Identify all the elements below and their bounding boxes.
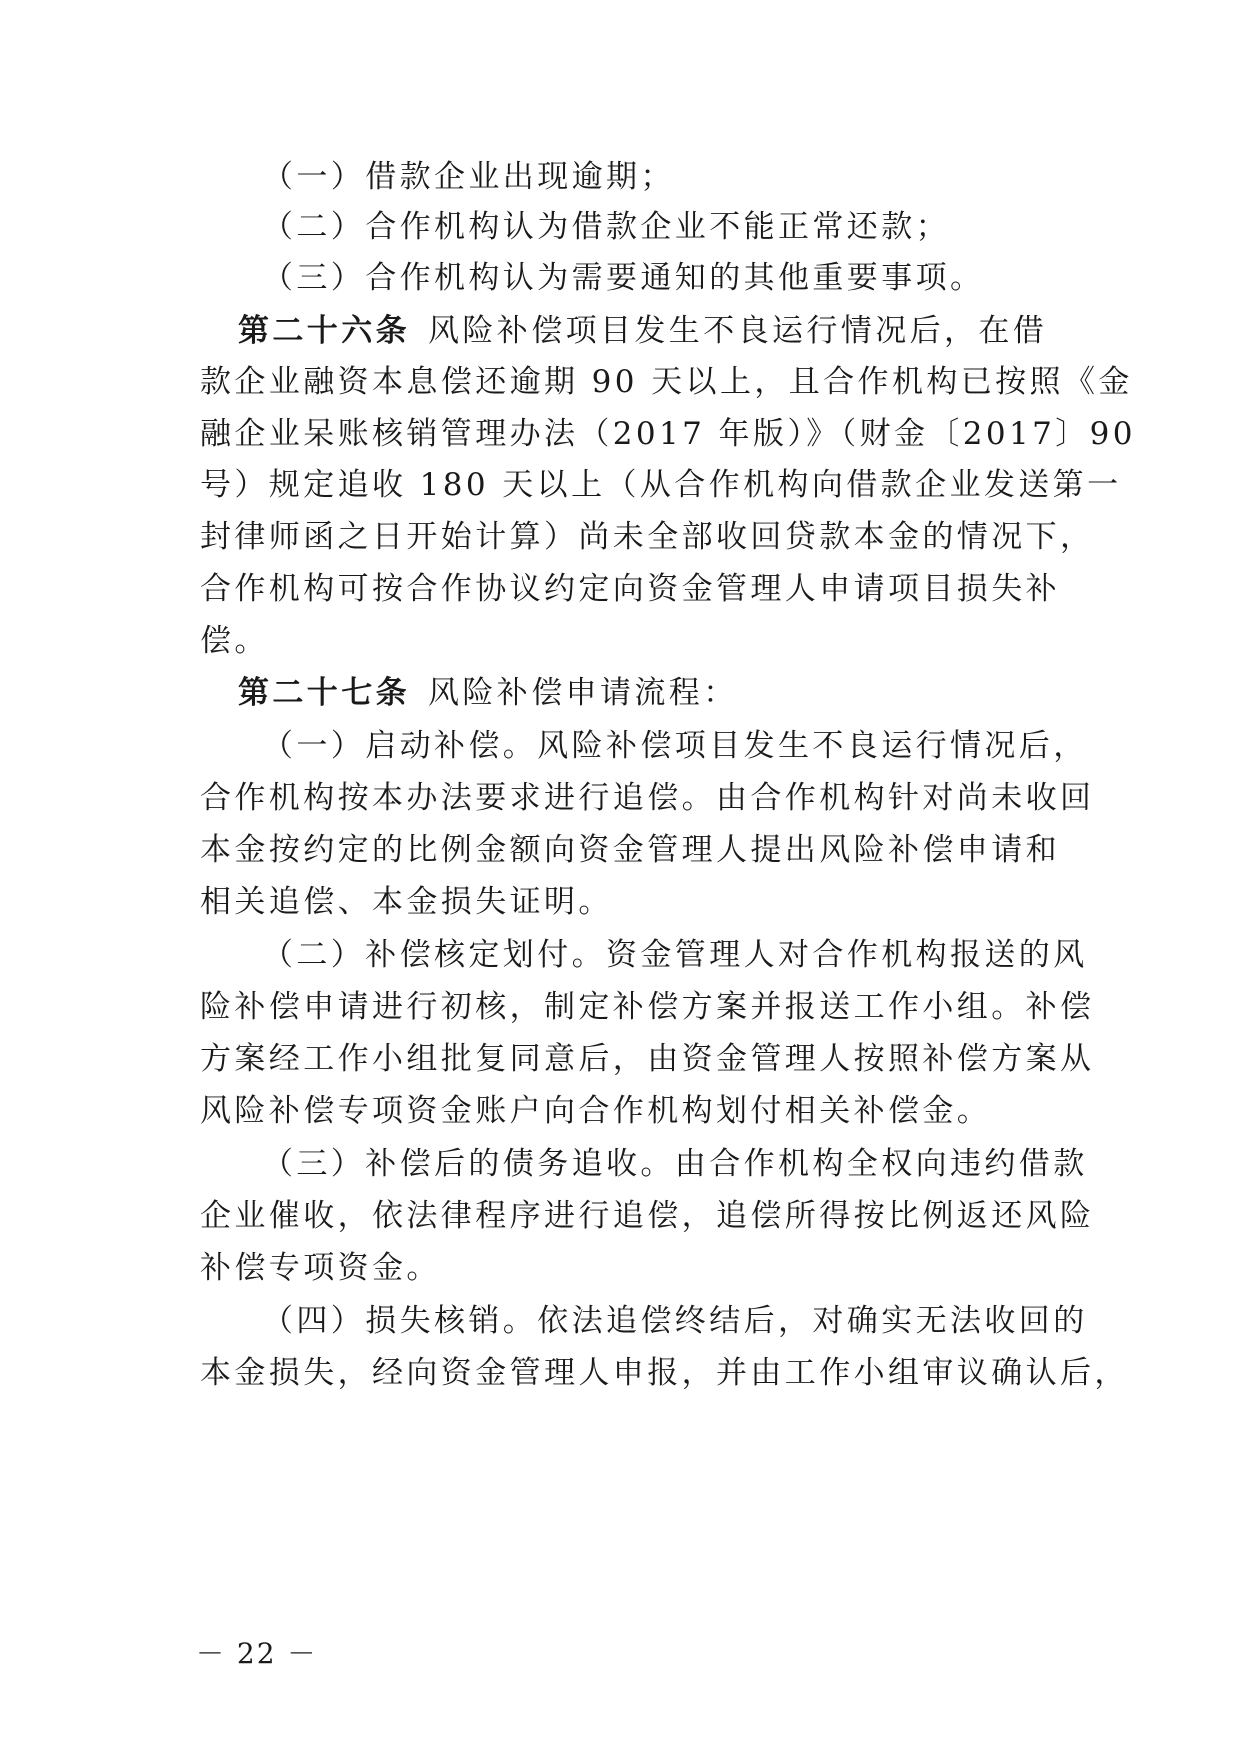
paragraph-line: 封律师函之日开始计算）尚未全部收回贷款本金的情况下，: [200, 519, 1095, 555]
clause-3-line: （三）合作机构认为需要通知的其他重要事项。: [262, 260, 985, 296]
paragraph-line: 合作机构按本办法要求进行追偿。由合作机构针对尚未收回: [200, 780, 1095, 816]
paragraph-line: 合作机构可按合作协议约定向资金管理人申请项目损失补: [200, 571, 1060, 607]
paragraph-line: 号）规定追收 180 天以上（从合作机构向借款企业发送第一: [200, 467, 1122, 503]
paragraph-line: （一）启动补偿。风险补偿项目发生不良运行情况后，: [262, 728, 1088, 764]
paragraph-line: 企业催收，依法律程序进行追偿，追偿所得按比例返还风险: [200, 1198, 1095, 1234]
paragraph-line: 本金按约定的比例金额向资金管理人提出风险补偿申请和: [200, 832, 1060, 868]
article-26-label: 第二十六条: [238, 313, 410, 349]
article-27-text: 风险补偿申请流程：: [428, 675, 738, 711]
paragraph-line: 险补偿申请进行初核，制定补偿方案并报送工作小组。补偿: [200, 989, 1095, 1025]
paragraph-line: 融企业呆账核销管理办法（2017 年版）》（财金〔2017〕90: [200, 416, 1136, 452]
article-27-first-line: [238, 673, 738, 713]
paragraph-line: 方案经工作小组批复同意后，由资金管理人按照补偿方案从: [200, 1041, 1095, 1077]
paragraph-line: 相关追偿、本金损失证明。: [200, 884, 613, 920]
paragraph-line: 偿。: [200, 623, 269, 659]
page-number: － 22 －: [196, 1637, 318, 1670]
paragraph-line: （二）补偿核定划付。资金管理人对合作机构报送的风: [262, 937, 1088, 973]
paragraph-line: 款企业融资本息偿还逾期 90 天以上，且合作机构已按照《金: [200, 364, 1133, 400]
clause-2-line: （二）合作机构认为借款企业不能正常还款；: [262, 209, 950, 245]
paragraph-line: （四）损失核销。依法追偿终结后，对确实无法收回的: [262, 1303, 1088, 1339]
paragraph-line: 补偿专项资金。: [200, 1250, 441, 1286]
paragraph-line: 风险补偿专项资金账户向合作机构划付相关补偿金。: [200, 1093, 992, 1129]
clause-1-line: （一）借款企业出现逾期；: [262, 159, 675, 195]
article-26-first-line: [238, 311, 1047, 351]
article-27-label: 第二十七条: [238, 675, 410, 711]
article-26-text: 风险补偿项目发生不良运行情况后，在借: [428, 313, 1048, 349]
paragraph-line: 本金损失，经向资金管理人申报，并由工作小组审议确认后，: [200, 1355, 1129, 1391]
paragraph-line: （三）补偿后的债务追收。由合作机构全权向违约借款: [262, 1146, 1088, 1182]
